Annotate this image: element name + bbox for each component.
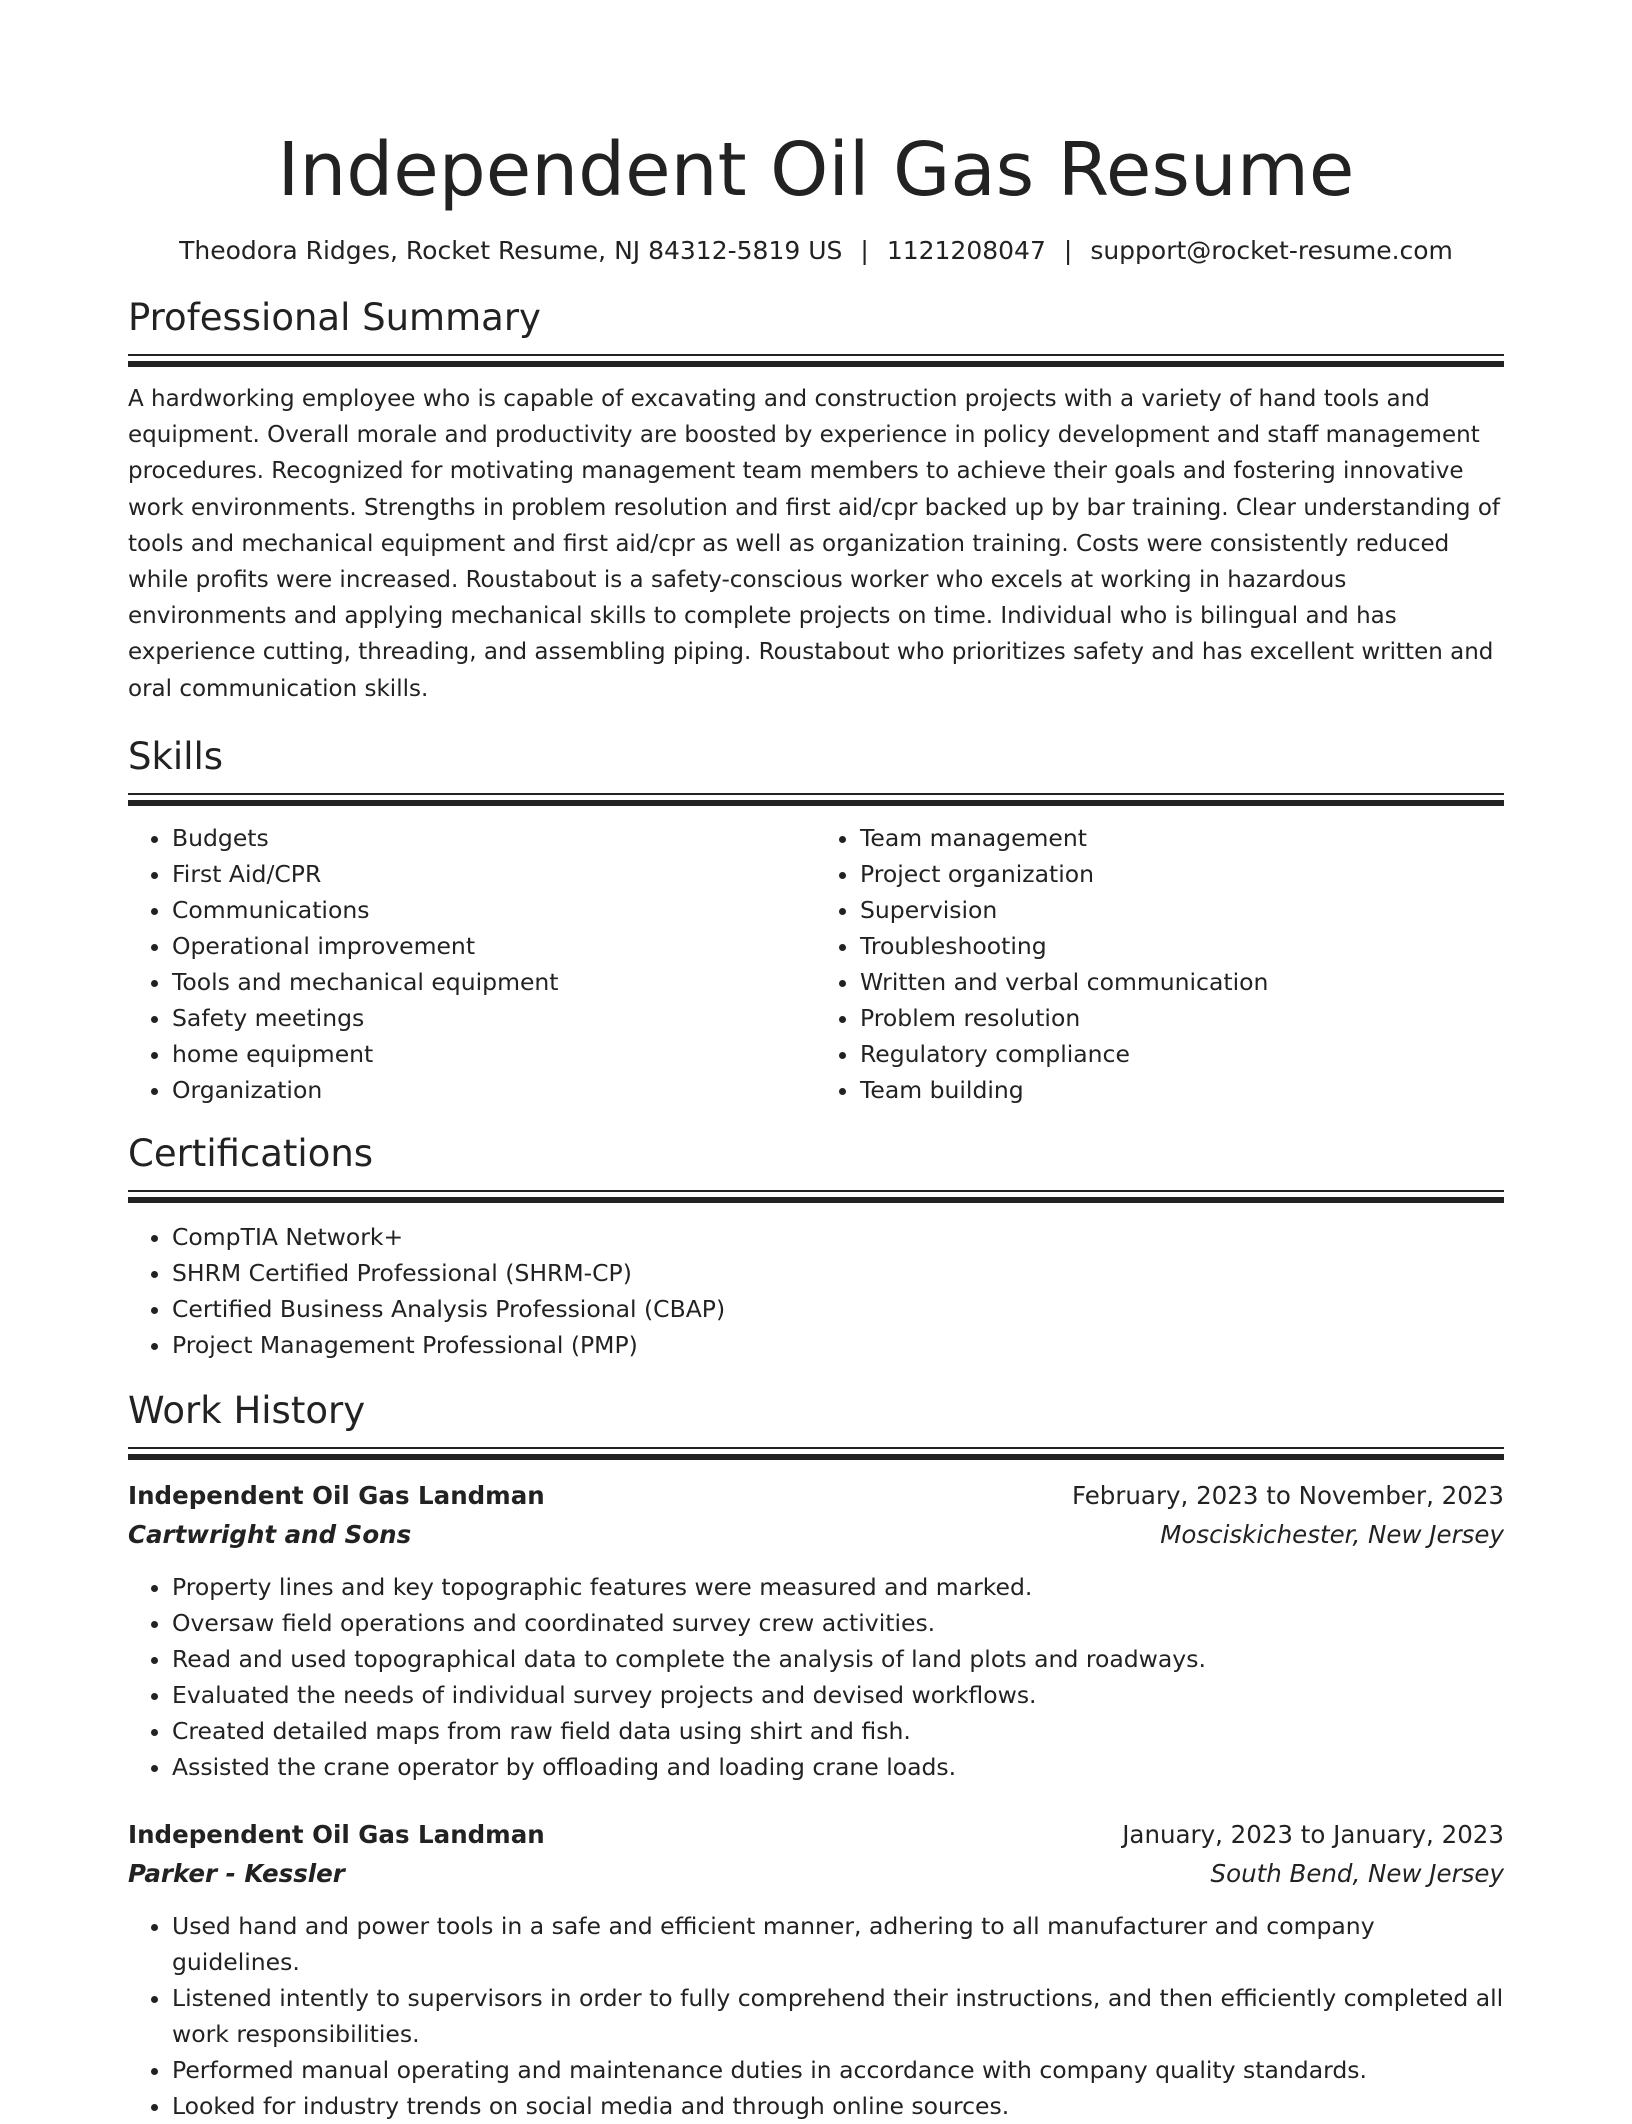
job-bullet: • Oversaw field operations and coordinated survey crew activities. — [172, 1605, 1504, 1641]
job-bullet: • Evaluated the needs of individual survey projects and devised workflows. — [172, 1677, 1504, 1713]
certifications-heading: Certifications — [128, 1131, 374, 1175]
skill-item: • Tools and mechanical equipment — [172, 964, 816, 1000]
skills-list-right — [816, 820, 1504, 1108]
skill-item: • Project organization — [860, 856, 1504, 892]
job-title: Independent Oil Gas Landman — [128, 1819, 545, 1849]
job-bullets — [128, 1569, 1504, 1785]
job-bullet: • Performed manual operating and maintenance duties in accordance with company quality standards. — [172, 2052, 1504, 2088]
job-bullet: • Listened intently to supervisors in order to fully comprehend their instructions, and then efficiently completed all work responsibilities. — [172, 1980, 1504, 2052]
skills-list-left — [128, 820, 816, 1108]
job-header — [128, 1476, 1504, 1515]
skill-item: • Regulatory compliance — [860, 1036, 1504, 1072]
work-history-section — [128, 1387, 1504, 2124]
section-divider — [128, 1447, 1504, 1460]
skills-section — [128, 733, 1504, 1108]
contact-phone: 1121208047 — [886, 236, 1046, 265]
skill-item: • Budgets — [172, 820, 816, 856]
job-location: Mosciskichester, New Jersey — [1160, 1519, 1504, 1549]
contact-email[interactable]: support@rocket-resume.com — [1090, 236, 1453, 265]
contact-line — [128, 234, 1504, 268]
section-divider — [128, 354, 1504, 367]
job-bullet: • Read and used topographical data to complete the analysis of land plots and roadways. — [172, 1641, 1504, 1677]
job-company: Cartwright and Sons — [128, 1519, 412, 1549]
job-dates: January, 2023 to January, 2023 — [1122, 1819, 1504, 1849]
job-entry — [128, 1476, 1504, 1785]
job-bullet: • Assisted the crane operator by offloading and loading crane loads. — [172, 1749, 1504, 1785]
resume-page — [128, 0, 1504, 2124]
job-bullet: • Property lines and key topographic features were measured and marked. — [172, 1569, 1504, 1605]
summary-section — [128, 294, 1504, 707]
skill-item: • home equipment — [172, 1036, 816, 1072]
skills-heading: Skills — [128, 734, 224, 778]
job-company: Parker - Kessler — [128, 1858, 345, 1888]
contact-separator: | — [1063, 236, 1073, 265]
resume-title: Independent Oil Gas Resume — [277, 127, 1355, 213]
job-header — [128, 1815, 1504, 1854]
contact-separator: | — [860, 236, 869, 265]
skills-grid — [128, 820, 1504, 1108]
job-bullets — [128, 1908, 1504, 2124]
skill-item: • Organization — [172, 1072, 816, 1108]
skill-item: • Written and verbal communication — [860, 964, 1504, 1000]
skill-item: • Operational improvement — [172, 928, 816, 964]
skill-item: • Supervision — [860, 892, 1504, 928]
certification-item: • Project Management Professional (PMP) — [172, 1327, 1504, 1363]
section-divider — [128, 793, 1504, 806]
certification-item: • Certified Business Analysis Professional (CBAP) — [172, 1291, 1504, 1327]
certifications-list — [128, 1219, 1504, 1363]
certification-item: • SHRM Certified Professional (SHRM-CP) — [172, 1255, 1504, 1291]
certifications-section — [128, 1130, 1504, 1363]
summary-heading: Professional Summary — [128, 296, 541, 339]
job-subheader — [128, 1515, 1504, 1554]
work-history-heading: Work History — [128, 1388, 366, 1432]
job-title: Independent Oil Gas Landman — [128, 1480, 545, 1510]
job-bullet: • Looked for industry trends on social media and through online sources. — [172, 2088, 1504, 2124]
skill-item: • First Aid/CPR — [172, 856, 816, 892]
job-entry — [128, 1815, 1504, 2124]
skill-item: • Team management — [860, 820, 1504, 856]
skill-item: • Safety meetings — [172, 1000, 816, 1036]
job-subheader — [128, 1854, 1504, 1893]
job-location: South Bend, New Jersey — [1210, 1858, 1504, 1888]
contact-address: Theodora Ridges, Rocket Resume, NJ 84312-5819 US — [179, 236, 843, 265]
summary-text: A hardworking employee who is capable of excavating and construction projects with a variety of hand tools and equipment. Overall morale and productivity are boosted by experience in policy development and staff management procedures. Recognized for motivating management team members to achieve their goals and fostering innovative work environments. Strengths in problem resolution and first aid/cpr backed up by bar training. Clear understanding of tools and mechanical equipment and first aid/cpr as well as organization training. Costs were consistently reduced while profits were increased. Roustabout is a safety-conscious worker who excels at working in hazardous environments and applying mechanical skills to complete projects on time. Individual who is bilingual and has experience cutting, threading, and assembling piping. Roustabout who prioritizes safety and has excellent written and oral communication skills. — [128, 386, 1501, 702]
job-bullet: • Created detailed maps from raw field data using shirt and fish. — [172, 1713, 1504, 1749]
skill-item: • Problem resolution — [860, 1000, 1504, 1036]
section-divider — [128, 1190, 1504, 1203]
job-bullet: • Used hand and power tools in a safe and efficient manner, adhering to all manufacturer and company guidelines. — [172, 1908, 1504, 1980]
certification-item: • CompTIA Network+ — [172, 1219, 1504, 1255]
skill-item: • Troubleshooting — [860, 928, 1504, 964]
job-dates: February, 2023 to November, 2023 — [1071, 1480, 1504, 1510]
skill-item: • Communications — [172, 892, 816, 928]
skill-item: • Team building — [860, 1072, 1504, 1108]
